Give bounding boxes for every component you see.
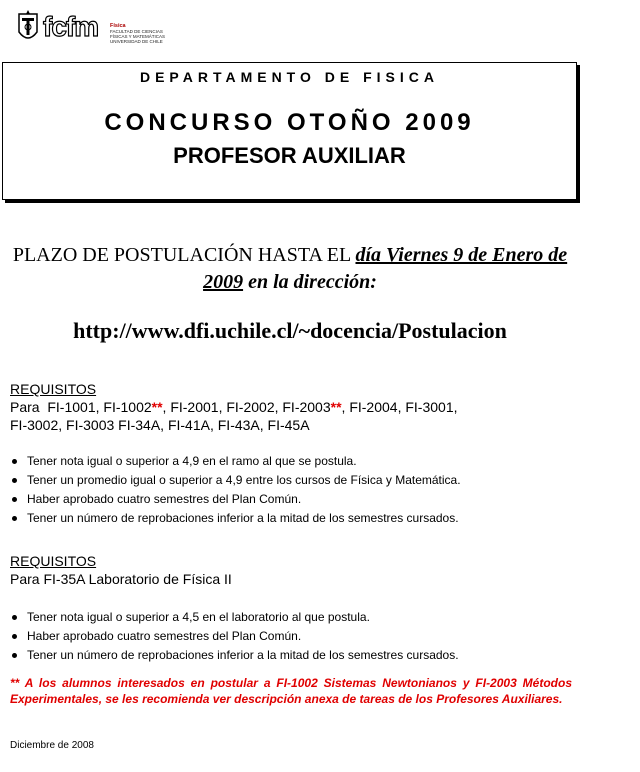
requirements-course-2: Para FI-35A Laboratorio de Física II (10, 571, 232, 587)
application-url[interactable]: http://www.dfi.uchile.cl/~docencia/Postulacion (73, 318, 507, 343)
logo-faculty-text (110, 24, 180, 44)
university-crest-icon (17, 8, 39, 46)
logo-line-3: UNIVERSIDAD DE CHILE (110, 39, 163, 44)
requirements-list-1 (10, 452, 580, 528)
requirements-courses-line-1 (10, 398, 570, 416)
list-item: Tener un promedio igual o superior a 4,9 entre los cursos de Física y Matemática. (10, 471, 580, 490)
deadline-suffix: en la dirección: (248, 271, 377, 293)
list-item: Haber aprobado cuatro semestres del Plan Común. (10, 490, 580, 509)
deadline-prefix: PLAZO DE POSTULACIÓN HASTA EL (12, 244, 351, 266)
department-heading: DEPARTAMENTO DE FISICA (139, 69, 439, 85)
deadline-text (0, 242, 580, 296)
courses-part-b: , FI-2001, FI-2002, FI-2003 (162, 399, 331, 415)
requirements-section-2 (10, 552, 570, 588)
requirements-title-2: REQUISITOS (10, 553, 97, 569)
requirements-courses-line-2: FI-3002, FI-3003 FI-34A, FI-41A, FI-43A, FI-45A (10, 417, 310, 433)
title-box (2, 62, 577, 200)
position-title: PROFESOR AUXILIAR (173, 143, 406, 168)
fcfm-logo (17, 8, 177, 52)
fcfm-wordmark: fcfm (43, 11, 99, 42)
deadline-date: día Viernes 9 de Enero de 2009 (203, 244, 568, 293)
logo-faculty-label: Física (110, 23, 126, 29)
logo-line-2: FÍSICAS Y MATEMÁTICAS (110, 34, 166, 39)
courses-part-a: FI-1001, FI-1002 (47, 399, 152, 415)
list-item: Tener un número de reprobaciones inferior a la mitad de los semestres cursados. (10, 646, 580, 665)
courses-para: Para (10, 399, 40, 415)
courses-part-c: , FI-2004, FI-3001, (341, 399, 458, 415)
course-mark-2: ** (330, 399, 342, 415)
list-item: Tener un número de reprobaciones inferior a la mitad de los semestres cursados. (10, 509, 580, 528)
list-item: Tener nota igual o superior a 4,5 en el laboratorio al que postula. (10, 608, 580, 627)
requirements-list-2 (10, 608, 580, 665)
document-date: Diciembre de 2008 (10, 740, 94, 751)
logo-line-1: FACULTAD DE CIENCIAS (110, 29, 163, 34)
list-item: Haber aprobado cuatro semestres del Plan Común. (10, 627, 580, 646)
contest-title: CONCURSO OTOÑO 2009 (104, 109, 475, 136)
list-item: Tener nota igual o superior a 4,9 en el ramo al que se postula. (10, 452, 580, 471)
footnote: ** A los alumnos interesados en postular a FI-1002 Sistemas Newtonianos y FI-2003 Métodos Experimentales, se les recomienda ver descripción anexa de tareas de los Profesores Auxiliares. (10, 676, 572, 706)
requirements-section-1 (10, 380, 570, 434)
course-mark-1: ** (151, 399, 163, 415)
requirements-title-1: REQUISITOS (10, 381, 97, 397)
